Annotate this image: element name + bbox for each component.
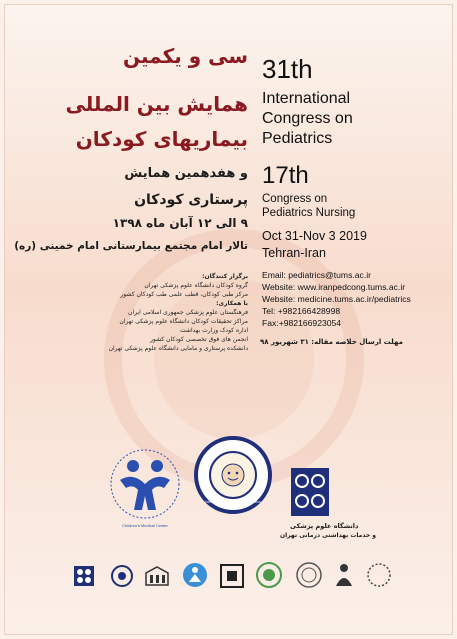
contact-email[interactable]: Email: pediatrics@tums.ac.ir xyxy=(262,270,372,280)
sponsor-logo xyxy=(364,560,394,590)
title-persian-line1: سی و یکمین xyxy=(123,44,248,68)
location-english: Tehran-Iran xyxy=(262,246,326,260)
congress-seal-logo xyxy=(194,436,272,514)
contact-website-1[interactable]: Website: www.iranpedcong.tums.ac.ir xyxy=(262,282,406,292)
congress2-line2: Pediatrics Nursing xyxy=(262,207,356,219)
green-circle-icon xyxy=(256,562,282,588)
mother-child-icon xyxy=(333,562,355,588)
tums-logo xyxy=(290,464,330,520)
sponsor-logo xyxy=(294,560,324,590)
dotted-ring-icon xyxy=(366,562,392,588)
collaborator-item: دانشکده پرستاری و مامایی دانشگاه علوم پزشکی تهران xyxy=(108,345,248,352)
sponsor-logo xyxy=(254,560,284,590)
organizers-heading: برگزار کنندگان: xyxy=(202,273,248,280)
ring-emblem-icon xyxy=(110,564,134,588)
contact-fax: Fax:+982166923054 xyxy=(262,318,342,328)
title-persian-line3: بیماریهای کودکان xyxy=(75,127,248,151)
collaborator-item: انجمن های فوق تخصصی کودکان کشور xyxy=(150,336,248,343)
organizer-item: گروه کودکان دانشگاه علوم پزشکی تهران xyxy=(144,282,248,289)
university-emblem-icon xyxy=(74,566,94,586)
sponsor-logo xyxy=(142,562,172,590)
childrens-center-label: Children's Medical Center xyxy=(122,523,168,528)
congress-seal-inner xyxy=(209,451,257,499)
collaborator-item: اداره کودک وزارت بهداشت xyxy=(180,327,248,334)
square-emblem-icon xyxy=(220,564,244,588)
tums-emblem-icon xyxy=(290,467,330,517)
tums-label-2: و خدمات بهداشتی درمانی تهران xyxy=(280,532,376,539)
dates-english: Oct 31-Nov 3 2019 xyxy=(262,229,367,243)
building-icon xyxy=(144,565,170,587)
contact-website-2[interactable]: Website: medicine.tums.ac.ir/pediatrics xyxy=(262,294,411,304)
sponsor-logo xyxy=(68,562,100,590)
children-figures-icon xyxy=(100,444,190,526)
deadline-persian: مهلت ارسال خلاصه مقاله: ۳۱ شهریور ۹۸ xyxy=(260,338,403,346)
title-persian-line2: همایش بین المللی xyxy=(65,92,248,116)
sponsor-logo xyxy=(330,560,358,590)
round-seal-icon xyxy=(296,562,322,588)
congress1-line1: International xyxy=(262,90,351,107)
contact-tel: Tel: +982166428998 xyxy=(262,306,341,316)
congress-poster xyxy=(4,4,453,635)
sponsor-logo xyxy=(180,560,210,590)
dates-persian: ۹ الی ۱۲ آبان ماه ۱۳۹۸ xyxy=(112,216,248,230)
sponsor-logo xyxy=(218,562,246,590)
organizer-item: مرکز طبی کودکان، قطب علمی طب کودکان کشور xyxy=(120,291,248,298)
childrens-medical-center-logo xyxy=(100,444,190,526)
tums-label-1: دانشگاه علوم پزشکی xyxy=(290,522,359,530)
subtitle-persian-line2: پرستاری کودکان xyxy=(134,192,248,208)
edition-first: 31th xyxy=(262,54,313,84)
collaborator-item: مراکز تحقیقات کودکان دانشگاه علوم پزشکی تهران xyxy=(119,318,248,325)
congress1-line3: Pediatrics xyxy=(262,130,333,147)
edition-second: 17th xyxy=(262,162,309,189)
collaborators-heading: با همکاری: xyxy=(216,300,248,307)
sponsor-logo xyxy=(108,562,136,590)
seal-label: International Congress of Pediatrics xyxy=(205,500,261,504)
organizers-block xyxy=(68,272,248,353)
congress1-line2: Congress on xyxy=(262,110,353,127)
subtitle-persian-line1: و هفدهمین همایش xyxy=(124,166,248,181)
venue-persian: تالار امام مجتمع بیمارستانی امام خمینی (ره) xyxy=(14,240,248,252)
congress2-line1: Congress on xyxy=(262,193,328,205)
blue-figure-icon xyxy=(182,562,208,588)
child-face-icon xyxy=(219,461,247,489)
collaborator-item: فرهنگستان علوم پزشکی جمهوری اسلامی ایران xyxy=(128,309,248,316)
